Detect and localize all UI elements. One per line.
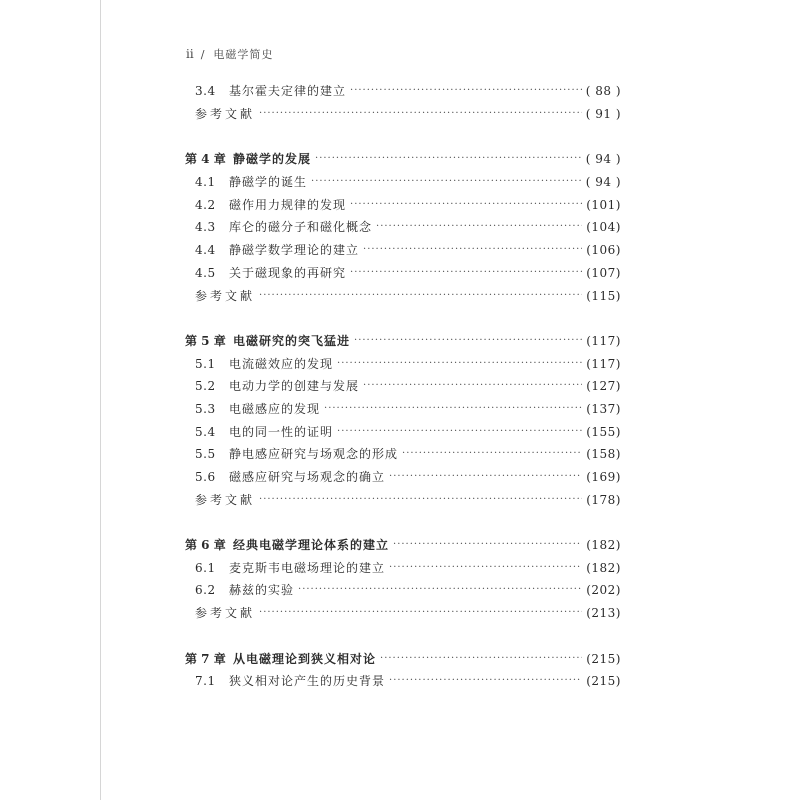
- toc-references-row[interactable]: [185, 284, 621, 307]
- toc-entry-title: 电流磁效应的发现: [229, 356, 334, 371]
- toc-entry-page: (182): [586, 538, 621, 553]
- toc-entry-number: 6.2: [195, 583, 216, 598]
- toc-entry-title: 电的同一性的证明: [229, 424, 334, 439]
- toc-section-row[interactable]: [185, 171, 621, 194]
- toc-section-row[interactable]: [185, 193, 621, 216]
- toc-entry-number: 5.1: [195, 356, 216, 371]
- toc-entry-number: 4.2: [195, 197, 216, 212]
- toc-leader-dots: [259, 107, 582, 121]
- toc-entry-page: (117): [586, 356, 621, 371]
- toc-entry-number: 第 6 章: [185, 538, 226, 553]
- toc-leader-dots: [389, 561, 582, 575]
- toc-entry-page: (155): [586, 424, 621, 439]
- toc-leader-dots: [259, 606, 582, 620]
- toc-section-row[interactable]: [185, 352, 621, 375]
- toc-entry-title: 参考文献: [195, 288, 256, 303]
- toc-section-row[interactable]: [185, 262, 621, 285]
- toc-entry-title: 磁感应研究与场观念的确立: [229, 470, 386, 485]
- toc-entry-page: (127): [586, 379, 621, 394]
- toc-entry-number: 5.4: [195, 424, 216, 439]
- toc-leader-dots: [354, 334, 582, 348]
- toc-entry-title: 电磁感应的发现: [229, 401, 321, 416]
- toc-entry-title: 静磁学的诞生: [229, 175, 308, 190]
- toc-entry-page: ( 94 ): [585, 175, 621, 190]
- running-head-separator: /: [200, 47, 206, 61]
- toc-leader-dots: [315, 152, 582, 166]
- toc-section-row[interactable]: [185, 579, 621, 602]
- toc-entry-number: 5.3: [195, 401, 216, 416]
- toc-leader-dots: [350, 84, 582, 98]
- toc-entry-title: 静电感应研究与场观念的形成: [229, 447, 399, 462]
- toc-entry-page: (169): [586, 470, 621, 485]
- toc-leader-dots: [259, 493, 582, 507]
- toc-entry-number: 第 5 章: [185, 333, 226, 348]
- toc-entry-number: 第 4 章: [185, 152, 226, 167]
- toc-section-row[interactable]: [185, 216, 621, 239]
- toc-leader-dots: [363, 379, 582, 393]
- toc-references-row[interactable]: [185, 103, 621, 126]
- running-head: [186, 46, 273, 62]
- toc-entry-title: 静磁学数学理论的建立: [229, 243, 360, 258]
- toc-entry-title: 电动力学的创建与发展: [229, 379, 360, 394]
- toc-section-row[interactable]: [185, 239, 621, 262]
- toc-entry-page: (182): [586, 560, 621, 575]
- toc-entry-title: 参考文献: [195, 606, 256, 621]
- page-number: ⅱ: [186, 47, 195, 61]
- toc-entry-number: 7.1: [195, 674, 216, 689]
- toc-entry-number: 5.5: [195, 447, 216, 462]
- toc-entry-page: (178): [586, 492, 621, 507]
- toc-leader-dots: [324, 402, 582, 416]
- toc-leader-dots: [393, 538, 582, 552]
- toc-group-gap: [185, 125, 621, 148]
- toc-entry-number: 第 7 章: [185, 651, 226, 666]
- toc-section-row[interactable]: [185, 420, 621, 443]
- toc-entry-page: (115): [586, 288, 621, 303]
- page-spine-line: [100, 0, 101, 800]
- toc-leader-dots: [380, 652, 582, 666]
- toc-section-row[interactable]: [185, 670, 621, 693]
- toc-entry-number: 5.2: [195, 379, 216, 394]
- toc-entry-title: 经典电磁学理论体系的建立: [233, 538, 390, 553]
- toc-chapter-row[interactable]: [185, 534, 621, 557]
- toc-group-gap: [185, 511, 621, 534]
- toc-entry-number: 4.3: [195, 220, 216, 235]
- toc-entry-page: (137): [586, 401, 621, 416]
- toc-entry-title: 参考文献: [195, 107, 256, 122]
- toc-entry-page: (202): [586, 583, 621, 598]
- toc-entry-page: (117): [586, 333, 621, 348]
- toc-entry-page: (213): [586, 606, 621, 621]
- toc-leader-dots: [298, 583, 582, 597]
- toc-entry-title: 电磁研究的突飞猛进: [233, 333, 351, 348]
- toc-leader-dots: [363, 243, 582, 257]
- toc-section-row[interactable]: [185, 80, 621, 103]
- toc-leader-dots: [259, 289, 582, 303]
- toc-entry-title: 从电磁理论到狭义相对论: [233, 651, 377, 666]
- toc-references-row[interactable]: [185, 488, 621, 511]
- toc-chapter-row[interactable]: [185, 330, 621, 353]
- toc-section-row[interactable]: [185, 556, 621, 579]
- toc-entry-page: (107): [586, 265, 621, 280]
- toc-section-row[interactable]: [185, 398, 621, 421]
- toc-leader-dots: [389, 470, 582, 484]
- toc-entry-page: (101): [586, 197, 621, 212]
- toc-section-row[interactable]: [185, 443, 621, 466]
- toc-entry-page: (106): [586, 243, 621, 258]
- toc-entry-title: 狭义相对论产生的历史背景: [229, 674, 386, 689]
- toc-leader-dots: [337, 425, 582, 439]
- toc-references-row[interactable]: [185, 602, 621, 625]
- toc-entry-title: 参考文献: [195, 492, 256, 507]
- book-title: 电磁学简史: [213, 48, 274, 61]
- table-of-contents: [185, 80, 621, 693]
- toc-section-row[interactable]: [185, 466, 621, 489]
- toc-entry-page: (104): [586, 220, 621, 235]
- toc-chapter-row[interactable]: [185, 148, 621, 171]
- toc-entry-page: ( 91 ): [585, 107, 621, 122]
- toc-section-row[interactable]: [185, 375, 621, 398]
- toc-group-gap: [185, 625, 621, 648]
- toc-entry-page: ( 94 ): [585, 152, 621, 167]
- toc-entry-number: 5.6: [195, 470, 216, 485]
- toc-entry-number: 4.5: [195, 265, 216, 280]
- toc-leader-dots: [376, 220, 582, 234]
- toc-entry-number: 4.1: [195, 175, 216, 190]
- toc-entry-title: 关于磁现象的再研究: [229, 265, 347, 280]
- toc-leader-dots: [337, 357, 582, 371]
- toc-entry-page: (158): [586, 447, 621, 462]
- toc-leader-dots: [389, 674, 582, 688]
- toc-leader-dots: [311, 175, 582, 189]
- toc-entry-title: 静磁学的发展: [233, 152, 312, 167]
- toc-entry-title: 赫兹的实验: [229, 583, 295, 598]
- toc-entry-number: 4.4: [195, 243, 216, 258]
- toc-entry-page: ( 88 ): [585, 84, 621, 99]
- toc-leader-dots: [350, 266, 582, 280]
- toc-leader-dots: [402, 447, 582, 461]
- toc-leader-dots: [350, 198, 582, 212]
- toc-entry-title: 基尔霍夫定律的建立: [229, 84, 347, 99]
- toc-entry-number: 6.1: [195, 560, 216, 575]
- toc-chapter-row[interactable]: [185, 647, 621, 670]
- toc-entry-page: (215): [586, 674, 621, 689]
- toc-entry-title: 麦克斯韦电磁场理论的建立: [229, 560, 386, 575]
- toc-entry-number: 3.4: [195, 84, 216, 99]
- toc-entry-page: (215): [586, 651, 621, 666]
- toc-entry-title: 库仑的磁分子和磁化概念: [229, 220, 373, 235]
- toc-entry-title: 磁作用力规律的发现: [229, 197, 347, 212]
- toc-group-gap: [185, 307, 621, 330]
